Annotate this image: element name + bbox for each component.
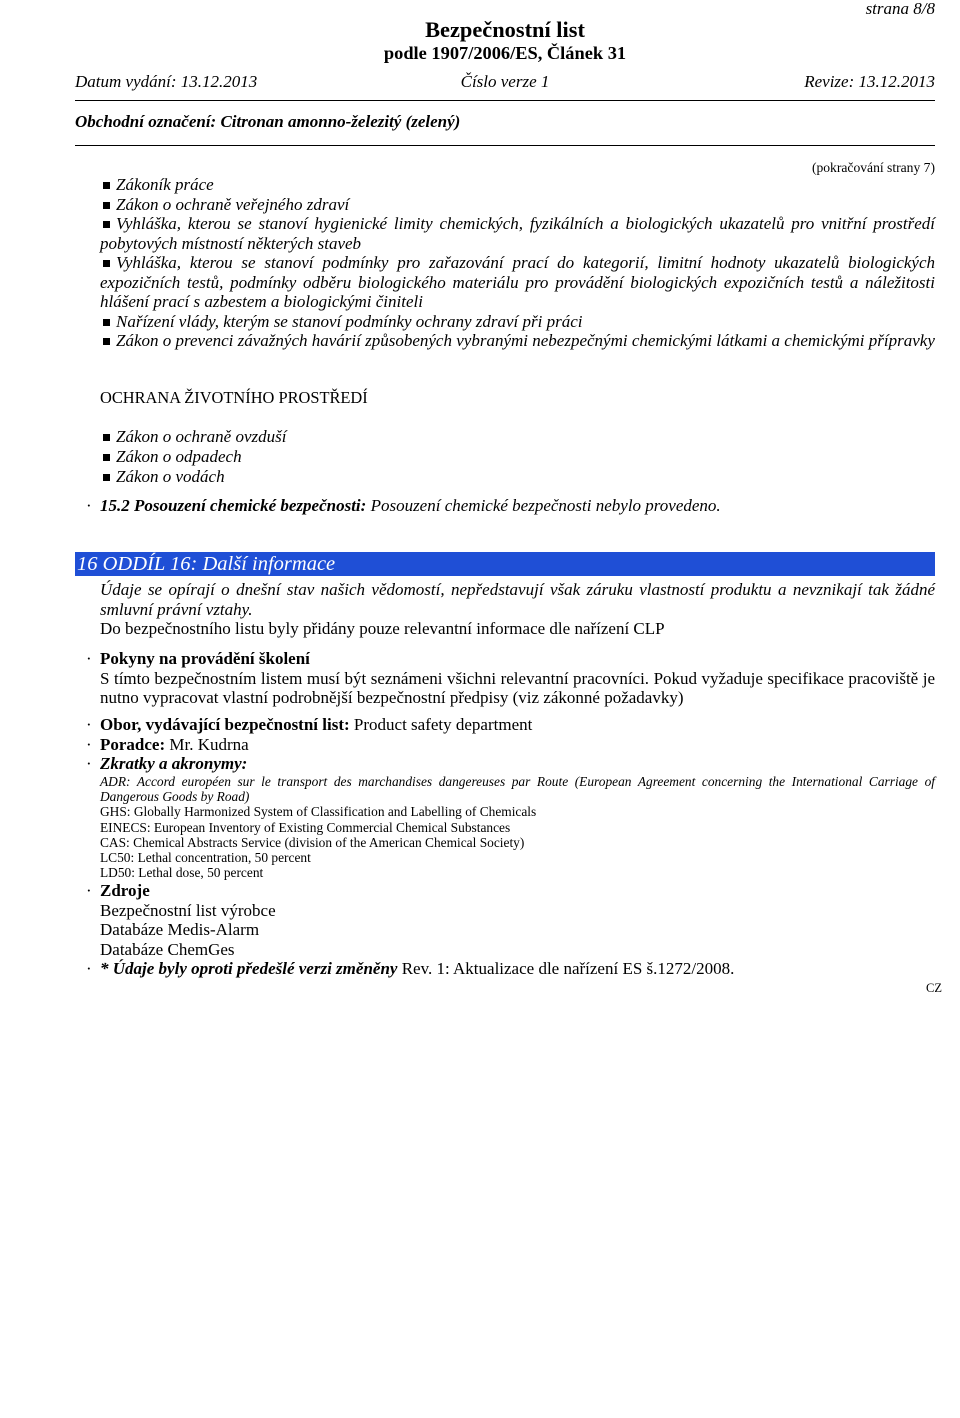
sources-block [86, 881, 935, 979]
trade-name: Obchodní označení: Citronan amonno-železitý (zelený) [75, 112, 461, 131]
abbreviations-label-row [86, 754, 935, 774]
regulation-text: Zákon o ochraně veřejného zdraví [116, 194, 350, 214]
language-code: CZ [926, 981, 942, 995]
advisor-label: Poradce: [100, 734, 166, 754]
bullet-square-icon [103, 182, 110, 189]
regulation-text: Nařízení vlády, kterým se stanoví podmínky ochrany zdraví při práci [116, 311, 583, 331]
bullet-square-icon [103, 474, 110, 481]
environment-regulations-list [100, 427, 935, 487]
regulation-text: Zákon o prevenci závažných havárií způsobených vybranými nebezpečnými chemickými látkami a chemickými přípravky [116, 331, 935, 350]
changes-row [86, 959, 935, 979]
list-item [100, 331, 935, 351]
document-subtitle: podle 1907/2006/ES, Článek 31 [383, 43, 627, 63]
source-item: Databáze Medis-Alarm [100, 920, 260, 939]
revision-date: Revize: 13.12.2013 [804, 72, 935, 91]
item-marker: · [86, 881, 92, 900]
list-item [100, 195, 935, 215]
bullet-square-icon [103, 338, 110, 345]
page-number: strana 8/8 [865, 0, 935, 18]
bullet-square-icon [103, 221, 110, 228]
list-item [100, 447, 935, 467]
list-item [100, 214, 935, 253]
bullet-square-icon [103, 202, 110, 209]
list-item [100, 427, 935, 447]
abbreviation-item: LD50: Lethal dose, 50 percent [100, 865, 264, 881]
department-label: Obor, vydávající bezpečnostní list: [100, 715, 350, 734]
disclaimer-text: Údaje se opírají o dnešní stav našich vědomostí, nepředstavují však záruku vlastností produktu a nevznikají tak žádné smluvní právní vztahy. [100, 580, 935, 619]
abbreviation-item: ADR: Accord européen sur le transport des marchandises dangereuses par Route (European Agreement concerning the International Carriage of Dangerous Goods by Road) [100, 774, 935, 805]
regulation-text: Zákon o ochraně ovzduší [116, 427, 287, 446]
department-value: Product safety department [353, 715, 533, 734]
bullet-square-icon [103, 260, 110, 267]
abbreviation-item: EINECS: European Inventory of Existing Commercial Chemical Substances [100, 819, 511, 835]
environment-heading: OCHRANA ŽIVOTNÍHO PROSTŘEDÍ [100, 388, 368, 407]
assessment-row [86, 496, 935, 516]
section-16-bar [75, 552, 935, 576]
assessment-value: Posouzení chemické bezpečnosti nebylo provedeno. [370, 496, 721, 515]
list-item [100, 467, 935, 487]
training-label: Pokyny na provádění školení [100, 649, 310, 668]
list-item [100, 253, 935, 312]
item-marker: · [86, 959, 92, 978]
trade-name-divider [75, 145, 935, 146]
chemical-safety-assessment [86, 496, 935, 516]
clp-note: Do bezpečnostního listu byly přidány pouze relevantní informace dle nařízení CLP [100, 619, 665, 638]
item-marker: · [86, 496, 92, 515]
source-item: Databáze ChemGes [100, 939, 235, 959]
department-row [86, 715, 935, 735]
bullet-square-icon [103, 434, 110, 441]
item-marker: · [86, 734, 92, 754]
training-label-row [86, 649, 935, 669]
changes-value: Rev. 1: Aktualizace dle nařízení ES š.1272/2008. [401, 959, 735, 978]
section-16-intro [100, 580, 935, 639]
regulation-text: Vyhláška, kterou se stanoví podmínky pro zařazování prací do kategorií, limitní hodnoty ukazatelů biologických expozičních testů, podmínky odběru biologického materiálu pro provádění biologických expozičních testů a náležitosti hlášení prací s azbestem a biologickými činiteli [100, 253, 935, 311]
abbreviation-item: CAS: Chemical Abstracts Service (division of the American Chemical Society) [100, 834, 525, 850]
regulation-text: Zákon o vodách [116, 467, 225, 486]
abbreviation-item: LC50: Lethal concentration, 50 percent [100, 850, 311, 866]
item-marker: · [86, 649, 92, 668]
training-block [86, 649, 935, 708]
sources-label-row [86, 881, 935, 901]
section-16-title: 16 ODDÍL 16: Další informace [77, 553, 336, 575]
advisor-row [86, 734, 935, 755]
list-item [100, 175, 935, 195]
issue-date: Datum vydání: 13.12.2013 [75, 72, 258, 91]
changes-label: * Údaje byly oproti předešlé verzi změněny [100, 959, 398, 978]
continuation-note: (pokračování strany 7) [811, 160, 935, 175]
training-text: S tímto bezpečnostním listem musí být seznámeni všichni relevantní pracovníci. Pokud vyžaduje specifikace pracoviště je nutno vypracovat vlastní podrobnější bezpečnostní předpisy (viz zákonné požadavky) [100, 668, 935, 707]
abbreviation-item: GHS: Globally Harmonized System of Classification and Labelling of Chemicals [100, 804, 537, 820]
version-number: Číslo verze 1 [460, 72, 550, 91]
assessment-label: 15.2 Posouzení chemické bezpečnosti: [100, 496, 367, 515]
sources-label: Zdroje [100, 881, 150, 900]
bullet-square-icon [103, 454, 110, 461]
advisor-value: Mr. Kudrna [169, 734, 249, 754]
regulation-text: Vyhláška, kterou se stanoví hygienické limity chemických, fyzikálních a biologických ukazatelů pro vnitřní prostředí pobytových místností některých staveb [100, 214, 935, 253]
abbreviations-label: Zkratky a akronymy: [100, 754, 248, 773]
document-title: Bezpečnostní list [425, 17, 585, 42]
item-marker: · [86, 715, 92, 734]
source-item: Bezpečnostní list výrobce [100, 900, 276, 920]
regulation-text: Zákoník práce [116, 175, 214, 194]
contact-block [86, 715, 935, 774]
bullet-square-icon [103, 319, 110, 326]
health-regulations-list [100, 175, 935, 351]
header-divider [75, 100, 935, 101]
regulation-text: Zákon o odpadech [116, 447, 242, 466]
list-item [100, 312, 935, 332]
abbreviations-list [100, 774, 935, 880]
item-marker: · [86, 754, 92, 773]
